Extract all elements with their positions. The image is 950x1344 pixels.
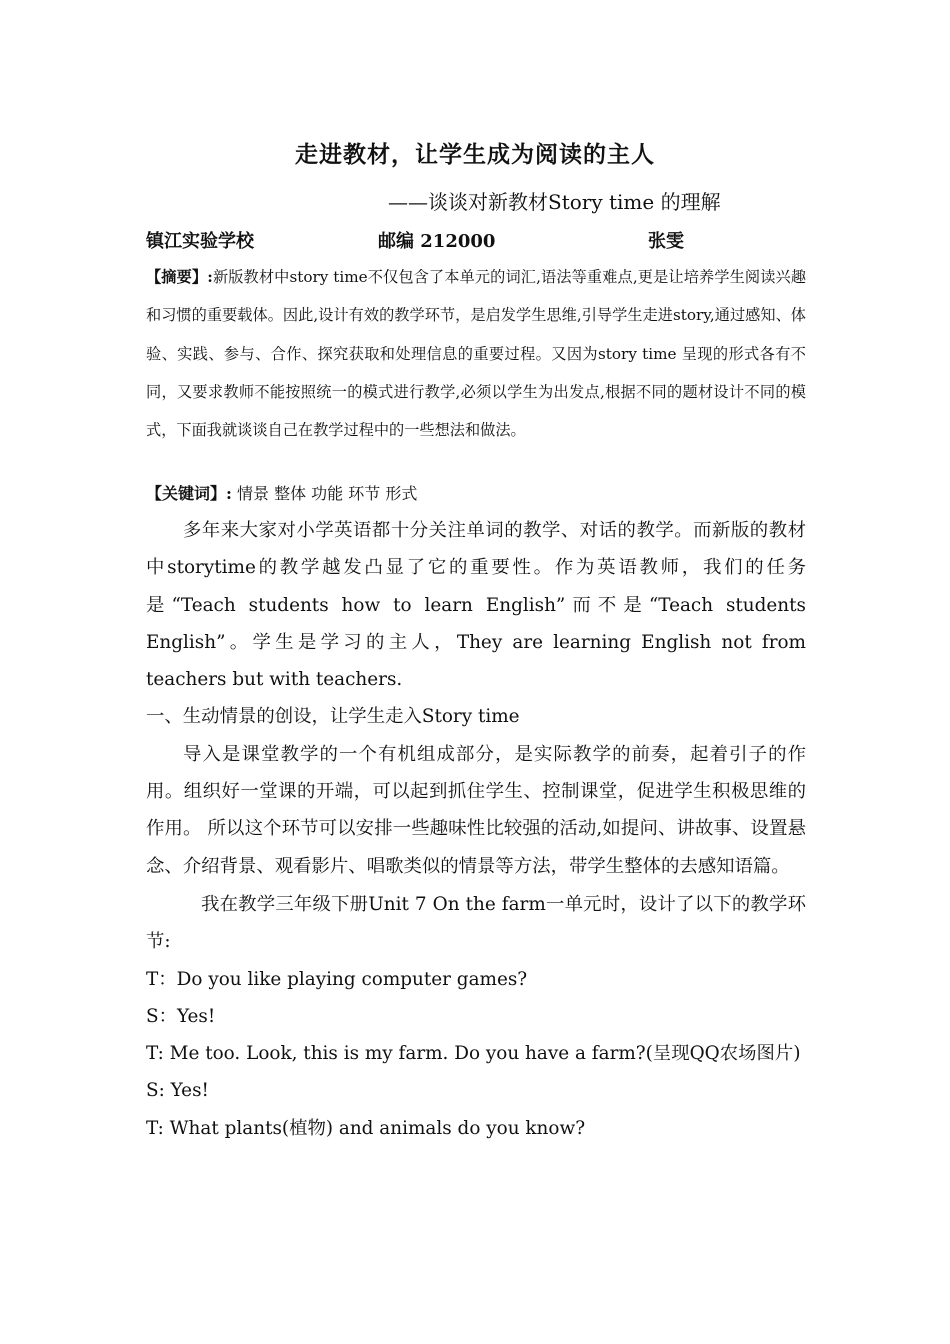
dialogue-line: T：Do you like playing computer games?	[146, 968, 528, 990]
paragraph-intro-activities: 导入是课堂教学的一个有机组成部分，是实际教学的前奏，起着引子的作用。组织好一堂课的开端，可以起到抓住学生、控制课堂，促进学生积极思维的作用。 所以这个环节可以安排一些趣味性比较强的活动,如提问、讲故事、设置悬念、介绍背景、观看影片、唱歌类似的情景等方法，带学生整体的去感知语篇。	[146, 743, 806, 877]
paragraph-lesson-design: 我在教学三年级下册Unit 7 On the farm一单元时，设计了以下的教学环节:	[146, 893, 806, 953]
keywords-label: 【关键词】:	[146, 484, 232, 503]
dialogue-line: T: Me too. Look, this is my farm. Do you have a farm?(呈现QQ农场图片)	[146, 1043, 801, 1065]
school-name: 镇江实验学校	[146, 231, 254, 252]
abstract-text: 新版教材中story time不仅包含了本单元的词汇,语法等重难点,更是让培养学生阅读兴趣和习惯的重要载体。因此,设计有效的教学环节，是启发学生思维,引导学生走进story,通过感知、体验、实践、参与、合作、探究获取和处理信息的重要过程。又因为story time 呈现的形式各有不同，又要求教师不能按照统一的模式进行教学,必须以学生为出发点,根据不同的题材设计不同的模式，下面我就谈谈自己在教学过程中的一些想法和做法。	[146, 268, 807, 440]
paragraph-intro: 多年来大家对小学英语都十分关注单词的教学、对话的教学。而新版的教材中storytime的教学越发凸显了它的重要性。作为英语教师，我们的任务是“Teach students how to learn English”而不是“Teach students English”。学生是学习的主人，They are learning English not from teachers but with teachers.	[146, 520, 806, 691]
keywords	[146, 479, 806, 509]
author-name: 张雯	[648, 231, 684, 252]
section-heading: 一、生动情景的创设，让学生走入Story time	[146, 706, 520, 728]
abstract	[146, 258, 806, 449]
dialogue-line: S: Yes!	[146, 1080, 209, 1102]
body-text	[146, 512, 806, 1147]
document-title: 走进教材，让学生成为阅读的主人	[295, 142, 655, 168]
postcode: 邮编 212000	[378, 231, 496, 252]
author-line	[146, 227, 806, 253]
dialogue-line: T: What plants(植物) and animals do you know?	[146, 1117, 586, 1139]
dialogue-line: S：Yes!	[146, 1005, 216, 1027]
document-subtitle: ——谈谈对新教材Story time 的理解	[388, 190, 721, 214]
abstract-label: 【摘要】:	[146, 268, 213, 286]
keywords-text: 情景 整体 功能 环节 形式	[231, 484, 418, 503]
